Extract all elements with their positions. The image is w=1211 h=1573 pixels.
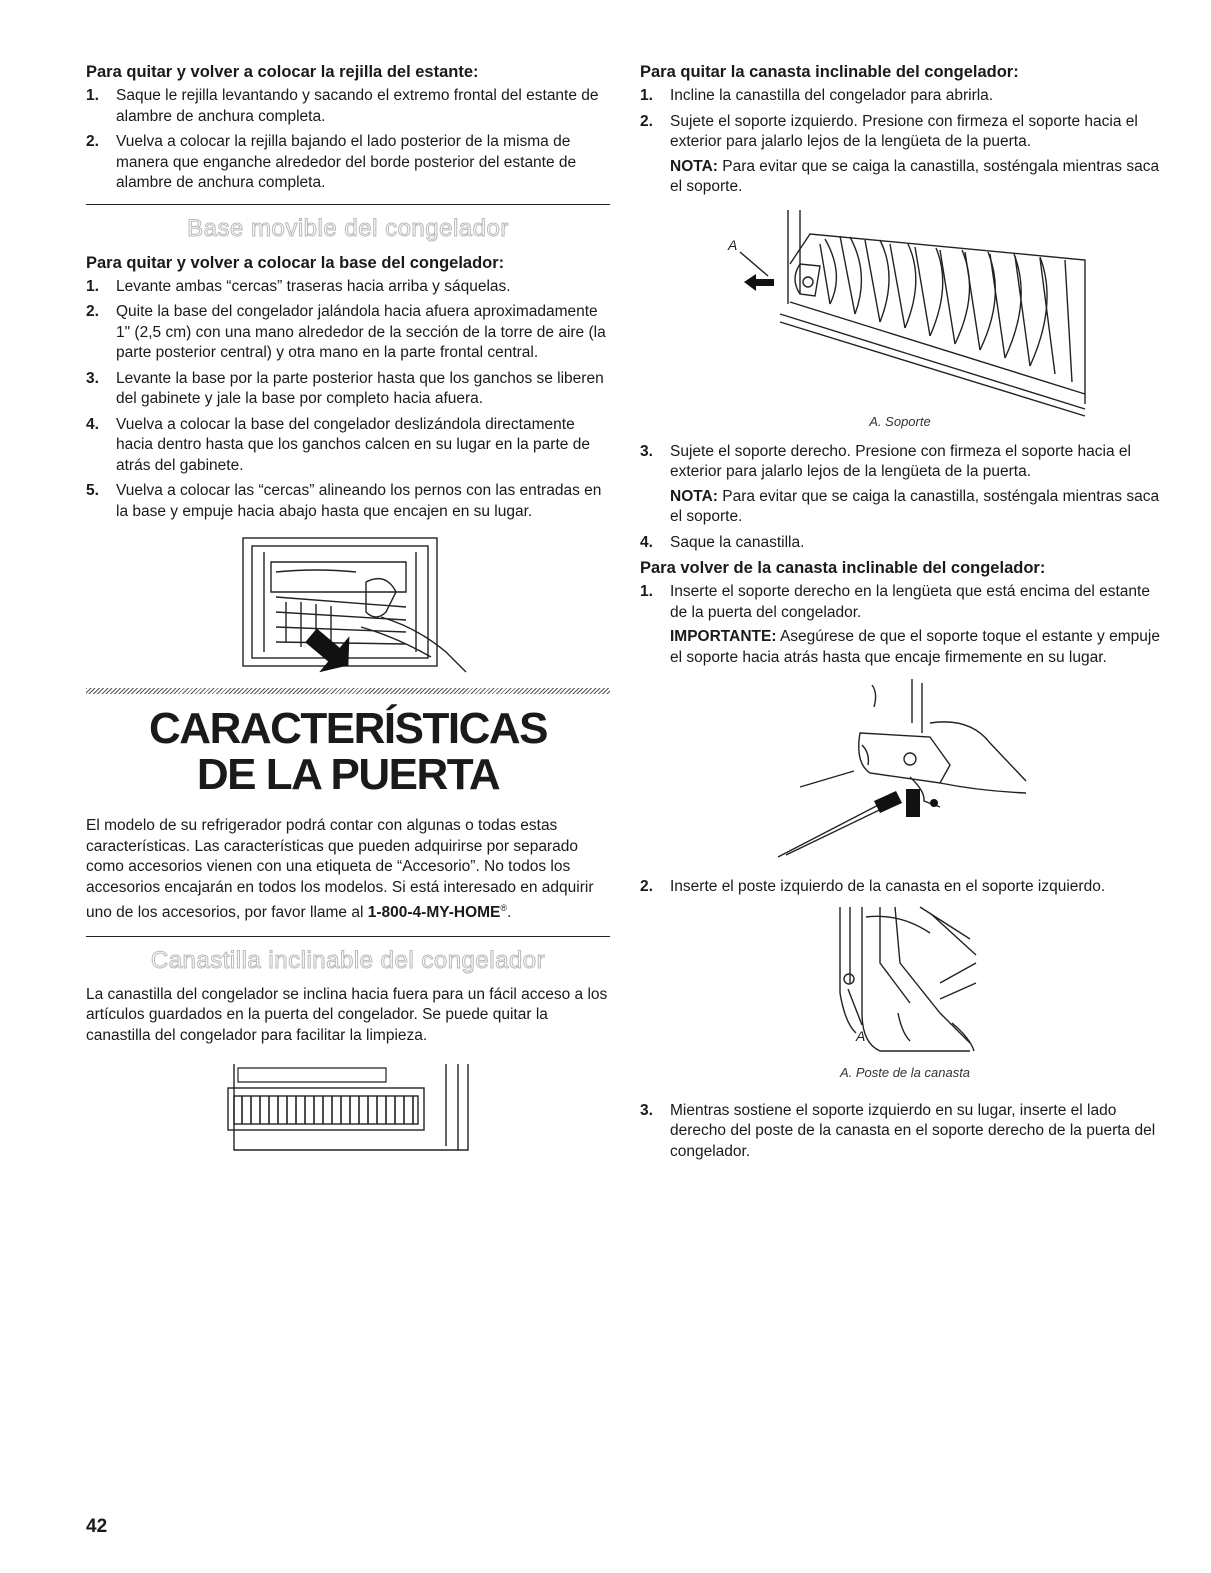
figure-caption: A. Soporte xyxy=(869,413,931,429)
important-note: IMPORTANTE: Asegúrese de que el soporte toque el estante y empuje el soporte hacia atrás hasta que encaje firmemente en su lugar. xyxy=(670,628,1160,666)
freezer-base-steps xyxy=(86,277,610,523)
figure-label-a: A xyxy=(728,236,738,253)
list-item: 1. Saque le rejilla levantando y sacando el extremo frontal del estante de alambre de anchura completa. xyxy=(86,87,599,125)
note: NOTA: Para evitar que se caiga la canastilla, sosténgala mientras saca el soporte. xyxy=(670,487,1160,525)
basket-post-illustration xyxy=(640,903,1160,1093)
remove-basket-steps xyxy=(640,86,1160,198)
section-divider xyxy=(86,936,610,937)
shelf-grille-steps xyxy=(86,86,610,194)
list-item: 4. Saque la canastilla. xyxy=(640,533,805,551)
tilt-basket-illustration xyxy=(86,1060,610,1160)
list-item: 3. Levante la base por la parte posterior hasta que los ganchos se liberen del gabinete y jale la base por completo hacia afuera. xyxy=(86,369,604,407)
replace-basket-steps-final xyxy=(640,1101,1160,1163)
section-divider xyxy=(86,204,610,205)
remove-basket-heading: Para quitar la canasta inclinable del congelador: xyxy=(640,63,1019,81)
door-features-title-line2: DE LA PUERTA xyxy=(196,750,500,799)
door-features-intro: El modelo de su refrigerador podrá contar con algunas o todas estas características. Las características que pueden adquirirse por separado como accesorios vienen con una etiqueta de “Accesorio”. No todos los accesorios encajarán en todos los modelos. Si está interesado en adquirir uno de los accesorios, por favor llame al 1-800-4-MY-HOME®. xyxy=(86,817,594,922)
right-column xyxy=(640,62,1160,1167)
tilt-basket-section-title: Canastilla inclinable del congelador xyxy=(150,946,546,974)
list-item: 2. Sujete el soporte izquierdo. Presione con firmeza el soporte hacia el exterior para jalarlo lejos de la lengüeta de la puerta. NOTA: Para evitar que se caiga la canastilla, sosténgala mientras saca el soporte. xyxy=(640,112,1160,198)
tilt-basket-description: La canastilla del congelador se inclina hacia fuera para un fácil acceso a los artículos guardados en la puerta del congelador. Se puede quitar la canastilla del congelador para facilitar la limpieza. xyxy=(86,985,608,1044)
list-item: 4. Vuelva a colocar la base del congelador deslizándola directamente hacia dentro hasta que los ganchos calcen en su lugar en la parte de atrás del gabinete. xyxy=(86,415,590,474)
figure-caption: A. Poste de la canasta xyxy=(839,1064,971,1080)
shelf-grille-heading: Para quitar y volver a colocar la rejilla del estante: xyxy=(86,63,479,81)
list-item: 1. Incline la canastilla del congelador para abrirla. xyxy=(640,87,994,104)
replace-basket-steps xyxy=(640,582,1160,668)
right-support-illustration xyxy=(640,673,1160,873)
door-features-title-line1: CARACTERÍSTICAS xyxy=(149,704,547,753)
list-item: 1. Levante ambas “cercas” traseras hacia arriba y sáquelas. xyxy=(86,277,511,295)
page-number: 42 xyxy=(86,1516,108,1537)
freezer-base-section-title: Base movible del congelador xyxy=(187,214,509,242)
list-item: 5. Vuelva a colocar las “cercas” alineando los pernos con las entradas en la base y empuje hacia abajo hasta que encajen en su lugar. xyxy=(86,482,602,520)
figure-label-a: A xyxy=(856,1027,866,1044)
replace-basket-steps-continued xyxy=(640,877,1160,898)
list-item: 1. Inserte el soporte derecho en la lengüeta que está encima del estante de la puerta del congelador. IMPORTANTE: Asegúrese de que el soporte toque el estante y empuje el soporte hacia atrás hasta que encaje firmemente en su lugar. xyxy=(640,582,1160,668)
list-item: 2. Inserte el poste izquierdo de la canasta en el soporte izquierdo. xyxy=(640,878,1106,895)
list-item: 3. Mientras sostiene el soporte izquierdo en su lugar, inserte el lado derecho del poste de la canasta en el soporte derecho de la puerta del congelador. xyxy=(640,1101,1156,1160)
freezer-base-illustration xyxy=(86,532,610,682)
list-item: 2. Vuelva a colocar la rejilla bajando el lado posterior de la misma de manera que enganche alrededor del borde posterior del estante de alambre de anchura completa. xyxy=(86,133,577,191)
freezer-base-heading: Para quitar y volver a colocar la base del congelador: xyxy=(86,253,505,272)
note: NOTA: Para evitar que se caiga la canastilla, sosténgala mientras saca el soporte. xyxy=(670,157,1160,195)
remove-basket-steps-continued xyxy=(640,442,1160,554)
list-item: 3. Sujete el soporte derecho. Presione con firmeza el soporte hacia el exterior para jalarlo lejos de la lengüeta de la puerta. NOTA: Para evitar que se caiga la canastilla, sosténgala mientras saca el soporte. xyxy=(640,442,1160,528)
hatched-divider xyxy=(86,688,610,694)
phone-number: 1-800-4-MY-HOME xyxy=(367,904,501,922)
replace-basket-heading: Para volver de la canasta inclinable del congelador: xyxy=(640,559,1046,577)
left-support-illustration xyxy=(640,204,1160,432)
left-column xyxy=(86,62,610,1160)
list-item: 2. Quite la base del congelador jalándola hacia afuera aproximadamente 1" (2,5 cm) con una mano alrededor de la sección de la torre de aire (la parte posterior central) y otra mano en la parte frontal central. xyxy=(86,303,606,361)
